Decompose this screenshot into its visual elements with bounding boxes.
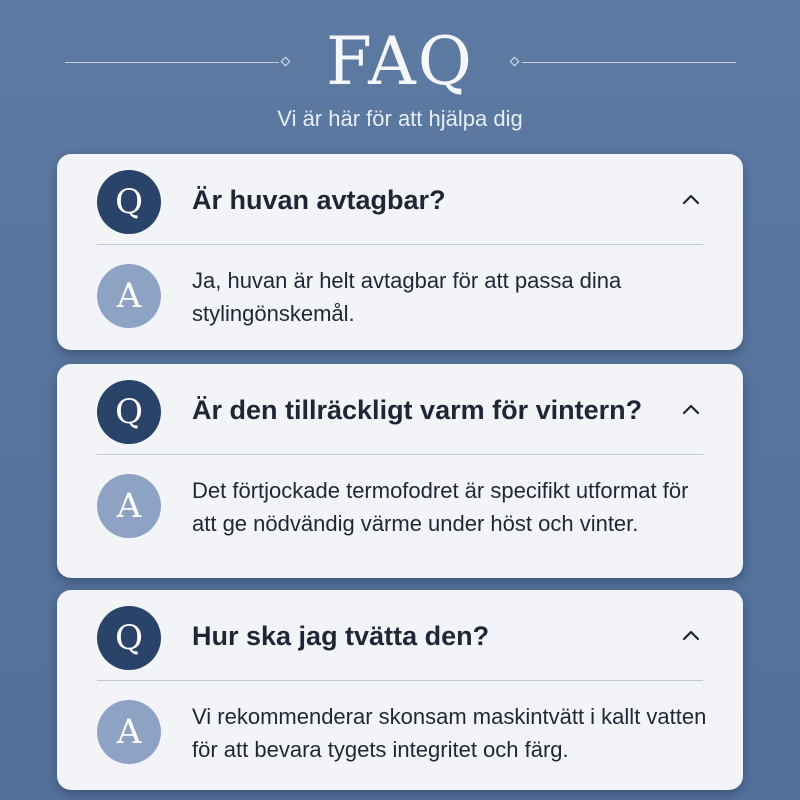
- faq-item: [57, 364, 743, 578]
- question-badge: Q: [97, 606, 161, 670]
- page-title: FAQ: [326, 23, 474, 100]
- chevron-up-icon[interactable]: [683, 402, 699, 418]
- faq-question-toggle[interactable]: [57, 590, 743, 682]
- chevron-up-icon[interactable]: [683, 192, 699, 208]
- page-subtitle: Vi är här för att hjälpa dig: [277, 106, 523, 131]
- question-badge: Q: [97, 380, 161, 444]
- decorative-line-right: [522, 62, 736, 63]
- answer-badge: A: [97, 264, 161, 328]
- faq-answer: Det förtjockade termofodret är specifikt utformat för att ge nödvändig värme under höst och vinter.: [192, 478, 689, 536]
- divider: [97, 244, 703, 245]
- faq-question-toggle[interactable]: [57, 364, 743, 456]
- faq-question: Hur ska jag tvätta den?: [192, 621, 490, 651]
- chevron-up-icon[interactable]: [683, 628, 699, 644]
- divider: [97, 454, 703, 455]
- faq-question-toggle[interactable]: [57, 154, 743, 246]
- faq-header: [0, 0, 800, 150]
- faq-answer: Ja, huvan är helt avtagbar för att passa dina stylingönskemål.: [192, 268, 622, 326]
- faq-answer: Vi rekommenderar skonsam maskintvätt i kallt vatten för att bevara tygets integritet och färg.: [192, 704, 707, 762]
- faq-question: Är den tillräckligt varm för vintern?: [192, 395, 643, 425]
- question-badge: Q: [97, 170, 161, 234]
- divider: [97, 680, 703, 681]
- answer-badge: A: [97, 474, 161, 538]
- title-row: [0, 22, 800, 102]
- answer-badge: A: [97, 700, 161, 764]
- faq-item: [57, 154, 743, 350]
- faq-question: Är huvan avtagbar?: [192, 185, 446, 215]
- faq-item: [57, 590, 743, 790]
